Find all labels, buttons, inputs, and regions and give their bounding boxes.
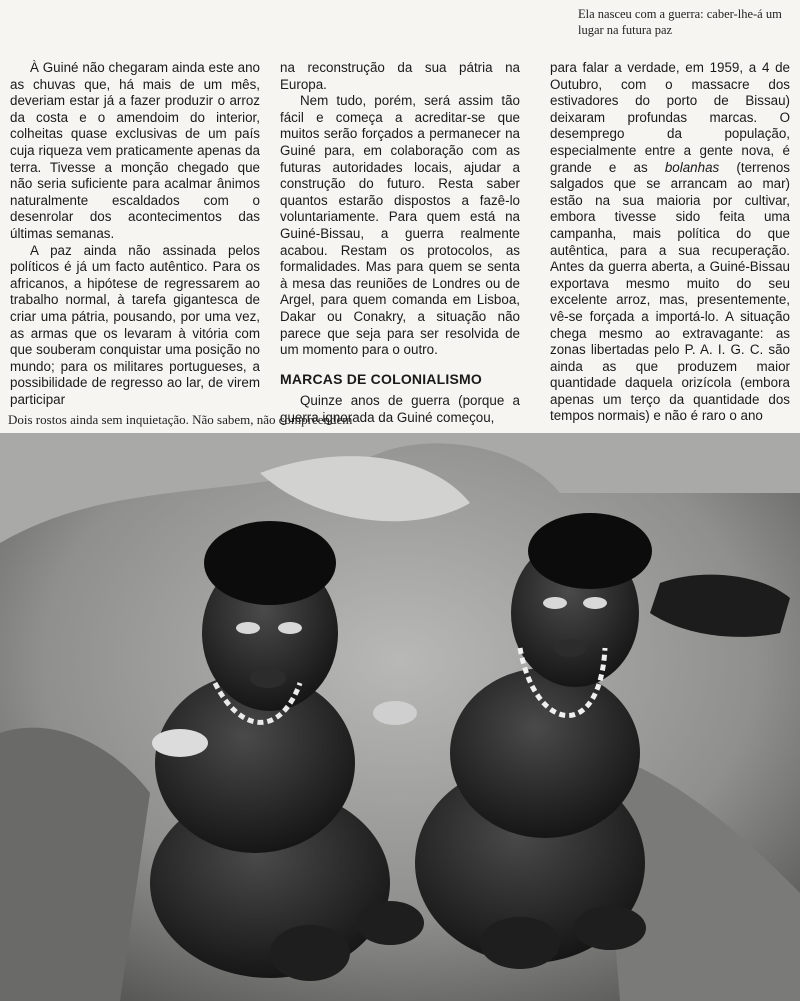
photo-two-babies <box>0 433 800 1001</box>
article-column-1 <box>10 60 260 408</box>
paragraph: A paz ainda não assinada pelos políticos é já um facto autêntico. Para os africanos, a hipótese de regressarem ao trabalho normal, à tarefa gigantesca de criar uma pátria, pousando, por uma vez, as armas que os levaram à vitória com que souberam conquistar uma posição no mundo; para os militares portugueses, a possibilidade de regresso ao lar, de virem participar <box>10 242 260 407</box>
article-column-2 <box>280 60 520 426</box>
paragraph: Nem tudo, porém, será assim tão fácil e começa a acreditar-se que muitos serão forçados a permanecer na Guiné para, em colaboração com as futuras autoridades locais, ajudar a construção do futuro. Resta saber quantos estarão dispostos a fazê-lo voluntariamente. Para quem está na Guiné-Bissau, a guerra realmente acabou. Restam os protocolos, as formalidades. Mas para quem se senta à mesa das reuniões de Londres ou de Argel, para quem comanda em Lisboa, Dakar ou Conakry, a situação não parece que seja para ser resolvida de um momento para o outro. <box>280 93 520 358</box>
subheading: MARCAS DE COLONIALISMO <box>280 370 482 387</box>
paragraph: na reconstrução da sua pátria na Europa. <box>280 60 520 92</box>
paragraph <box>550 60 790 425</box>
photo-caption: Dois rostos ainda sem inquietação. Não sabem, não compreendem <box>8 412 353 427</box>
paragraph: Quinze anos de guerra (porque a guerra ignorada da Guiné começou, <box>280 393 520 425</box>
text-run: para falar a verdade, em 1959, a 4 de Outubro, com o massacre dos estivadores do porto de Bissau) deixaram profundas marcas. O desemprego da população, especialmente entre a gente nova, é grande e as <box>550 60 790 175</box>
photo-illustration <box>0 433 800 1001</box>
caption-top: Ela nasceu com a guerra: caber-lhe-á um lugar na futura paz <box>578 7 782 37</box>
paragraph: À Guiné não chegaram ainda este ano as chuvas que, há mais de um mês, deveriam estar já a fazer produzir o arroz da costa e o amendoim do interior, colheitas quase exclusivas de um país cuja riqueza vem praticamente apenas da terra. Tivesse a monção chegado que não seria suficiente para acalmar ânimos naturalmente escaldados com o desenrolar dos acontecimentos das últimas semanas. <box>10 60 260 241</box>
text-run: (terrenos salgados que se arrancam ao mar) estão na sua maioria por cultivar, embora tivesse sido feita uma campanha, mais política do que autêntica, para a sua recuperação. Antes da guerra aberta, a Guiné-Bissau exportava mesmo muito do seu excelente arroz, mas, presentemente, vê-se forçada a importá-lo. A situação chega mesmo ao extravagante: as zonas libertadas pelo P. A. I. G. C. são ainda as que produzem maior quantidade daquela orizícola (embora apenas um terço da quantidade dos tempos normais) e não é raro o ano <box>550 159 790 424</box>
article-column-3 <box>550 60 790 425</box>
italic-term: bolanhas <box>664 159 720 175</box>
